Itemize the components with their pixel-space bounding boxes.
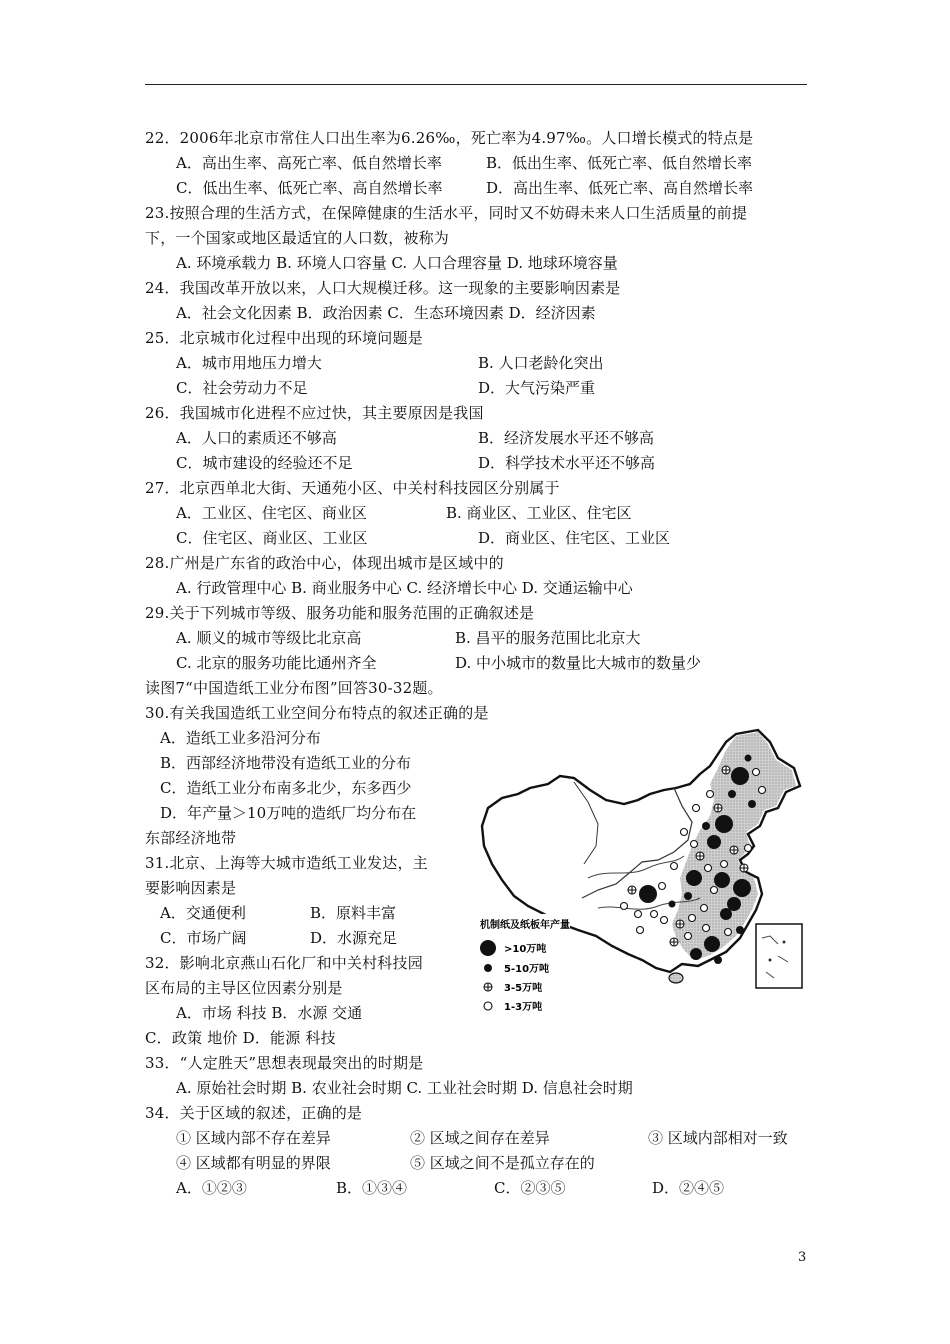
q34-statement-5: ⑤ 区域之间不是孤立存在的: [410, 1154, 595, 1172]
q25-option-d: D．大气污染严重: [478, 379, 596, 397]
q28-options: A. 行政管理中心 B. 商业服务中心 C. 经济增长中心 D. 交通运输中心: [176, 579, 633, 597]
q26-option-d: D．科学技术水平还不够高: [478, 454, 656, 472]
q27-option-b: B. 商业区、工业区、住宅区: [446, 504, 632, 522]
mill-large: [731, 767, 749, 785]
mill-large: [690, 948, 702, 960]
q34-option-a: A．①②③: [176, 1179, 247, 1197]
q27-stem: 27．北京西单北大街、天通苑小区、中关村科技园区分别属于: [145, 479, 560, 497]
header-rule: [145, 84, 807, 85]
q25-stem: 25．北京城市化过程中出现的环境问题是: [145, 329, 423, 347]
q32-stem-line2: 区布局的主导区位因素分别是: [145, 979, 343, 997]
q22-stem: 22．2006年北京市常住人口出生率为6.26‰，死亡率为4.97‰。人口增长模式的特点是: [145, 129, 754, 147]
q25-option-c: C．社会劳动力不足: [176, 379, 308, 397]
q34-statement-2: ② 区域之间存在差异: [410, 1129, 550, 1147]
mill-medium: [669, 901, 676, 908]
q26-stem: 26．我国城市化进程不应过快，其主要原因是我国: [145, 404, 484, 422]
q32-options-cd: C．政策 地价 D．能源 科技: [145, 1029, 336, 1047]
mill-large: [704, 936, 720, 952]
q33-options: A. 原始社会时期 B. 农业社会时期 C. 工业社会时期 D. 信息社会时期: [176, 1079, 633, 1097]
q34-statement-1: ① 区域内部不存在差异: [176, 1129, 331, 1147]
q30-option-d-line2: 东部经济地带: [145, 829, 237, 847]
q31-option-c: C．市场广阔: [160, 929, 247, 947]
mill-medium: [748, 800, 756, 808]
q30-stem: 30.有关我国造纸工业空间分布特点的叙述正确的是: [145, 704, 489, 722]
q23-options: A. 环境承载力 B. 环境人口容量 C. 人口合理容量 D. 地球环境容量: [176, 254, 618, 272]
inner-boundary-2: [574, 782, 598, 864]
q23-stem-line2: 下，一个国家或地区最适宜的人口数，被称为: [145, 229, 450, 247]
legend-symbol-crossed: [484, 983, 492, 991]
mill-medium: [745, 755, 752, 762]
mill-medium: [714, 956, 722, 964]
q26-option-b: B．经济发展水平还不够高: [478, 429, 655, 447]
legend-label-4: 1-3万吨: [504, 1002, 543, 1013]
q34-option-c: C．②③⑤: [494, 1179, 566, 1197]
q30-option-b: B．西部经济地带没有造纸工业的分布: [160, 754, 412, 772]
china-paper-industry-map: [478, 728, 812, 1018]
mill-large: [714, 872, 730, 888]
page-number: 3: [798, 1250, 807, 1265]
q25-option-a: A．城市用地压力增大: [176, 354, 322, 372]
legend-symbol-medium: [484, 964, 492, 972]
q27-option-c: C．住宅区、商业区、工业区: [176, 529, 368, 547]
q22-option-a: A．高出生率、高死亡率、低自然增长率: [176, 154, 442, 172]
q34-option-b: B．①③④: [336, 1179, 408, 1197]
mill-medium: [702, 822, 710, 830]
map-intro: 读图7“中国造纸工业分布图”回答30-32题。: [145, 679, 443, 697]
q31-option-b: B．原料丰富: [310, 904, 397, 922]
q28-stem: 28.广州是广东省的政治中心，体现出城市是区域中的: [145, 554, 504, 572]
q24-stem: 24．我国改革开放以来，人口大规模迁移。这一现象的主要影响因素是: [145, 279, 621, 297]
q26-option-a: A．人口的素质还不够高: [176, 429, 337, 447]
q31-option-d: D．水源充足: [310, 929, 398, 947]
q27-option-d: D．商业区、住宅区、工业区: [478, 529, 671, 547]
q22-option-c: C．低出生率、低死亡率、高自然增长率: [176, 179, 443, 197]
hainan-island: [669, 973, 683, 983]
q32-options-ab: A．市场 科技 B．水源 交通: [176, 1004, 363, 1022]
q34-stem: 34．关于区域的叙述，正确的是: [145, 1104, 363, 1122]
q32-stem-line1: 32．影响北京燕山石化厂和中关村科技园: [145, 954, 423, 972]
q29-option-c: C. 北京的服务功能比通州齐全: [176, 654, 377, 672]
q27-option-a: A．工业区、住宅区、商业区: [176, 504, 367, 522]
q29-option-b: B. 昌平的服务范围比北京大: [455, 629, 641, 647]
mill-large: [720, 908, 732, 920]
q29-stem: 29.关于下列城市等级、服务功能和服务范围的正确叙述是: [145, 604, 535, 622]
legend-label-2: 5-10万吨: [504, 964, 550, 975]
q31-stem-line1: 31.北京、上海等大城市造纸工业发达，主: [145, 854, 428, 872]
q24-options: A．社会文化因素 B．政治因素 C．生态环境因素 D．经济因素: [176, 304, 596, 322]
mill-large: [686, 870, 702, 886]
q34-statement-3: ③ 区域内部相对一致: [648, 1129, 788, 1147]
q22-option-b: B．低出生率、低死亡率、低自然增长率: [486, 154, 753, 172]
q26-option-c: C．城市建设的经验还不足: [176, 454, 353, 472]
q30-option-d-line1: D．年产量＞10万吨的造纸厂均分布在: [160, 804, 417, 822]
mill-medium: [728, 790, 736, 798]
legend-symbol-open: [484, 1002, 492, 1010]
south-china-sea-inset: [756, 924, 802, 988]
legend-label-1: >10万吨: [504, 944, 547, 955]
q33-stem: 33．“人定胜天”思想表现最突出的时期是: [145, 1054, 424, 1072]
q30-option-a: A．造纸工业多沿河分布: [160, 729, 321, 747]
q25-option-b: B. 人口老龄化突出: [478, 354, 604, 372]
q34-option-d: D．②④⑤: [652, 1179, 725, 1197]
q31-option-a: A．交通便利: [160, 904, 246, 922]
mill-large: [707, 835, 721, 849]
mill-large: [715, 815, 733, 833]
mill-large: [733, 879, 751, 897]
inner-boundary: [582, 788, 692, 898]
q29-option-d: D. 中小城市的数量比大城市的数量少: [455, 654, 702, 672]
legend-label-3: 3-5万吨: [504, 983, 543, 994]
mill-medium: [736, 926, 744, 934]
mill-medium: [684, 892, 692, 900]
legend-symbol-large: [480, 940, 496, 956]
q30-option-c: C．造纸工业分布南多北少，东多西少: [160, 779, 412, 797]
q31-stem-line2: 要影响因素是: [145, 879, 237, 897]
legend-title: 机制纸及纸板年产量: [480, 920, 570, 931]
q29-option-a: A. 顺义的城市等级比北京高: [176, 629, 362, 647]
q34-statement-4: ④ 区域都有明显的界限: [176, 1154, 331, 1172]
q23-stem-line1: 23.按照合理的生活方式，在保障健康的生活水平，同时又不妨碍未来人口生活质量的前提: [145, 204, 748, 222]
mill-large: [639, 885, 657, 903]
q22-option-d: D．高出生率、低死亡率、高自然增长率: [486, 179, 754, 197]
